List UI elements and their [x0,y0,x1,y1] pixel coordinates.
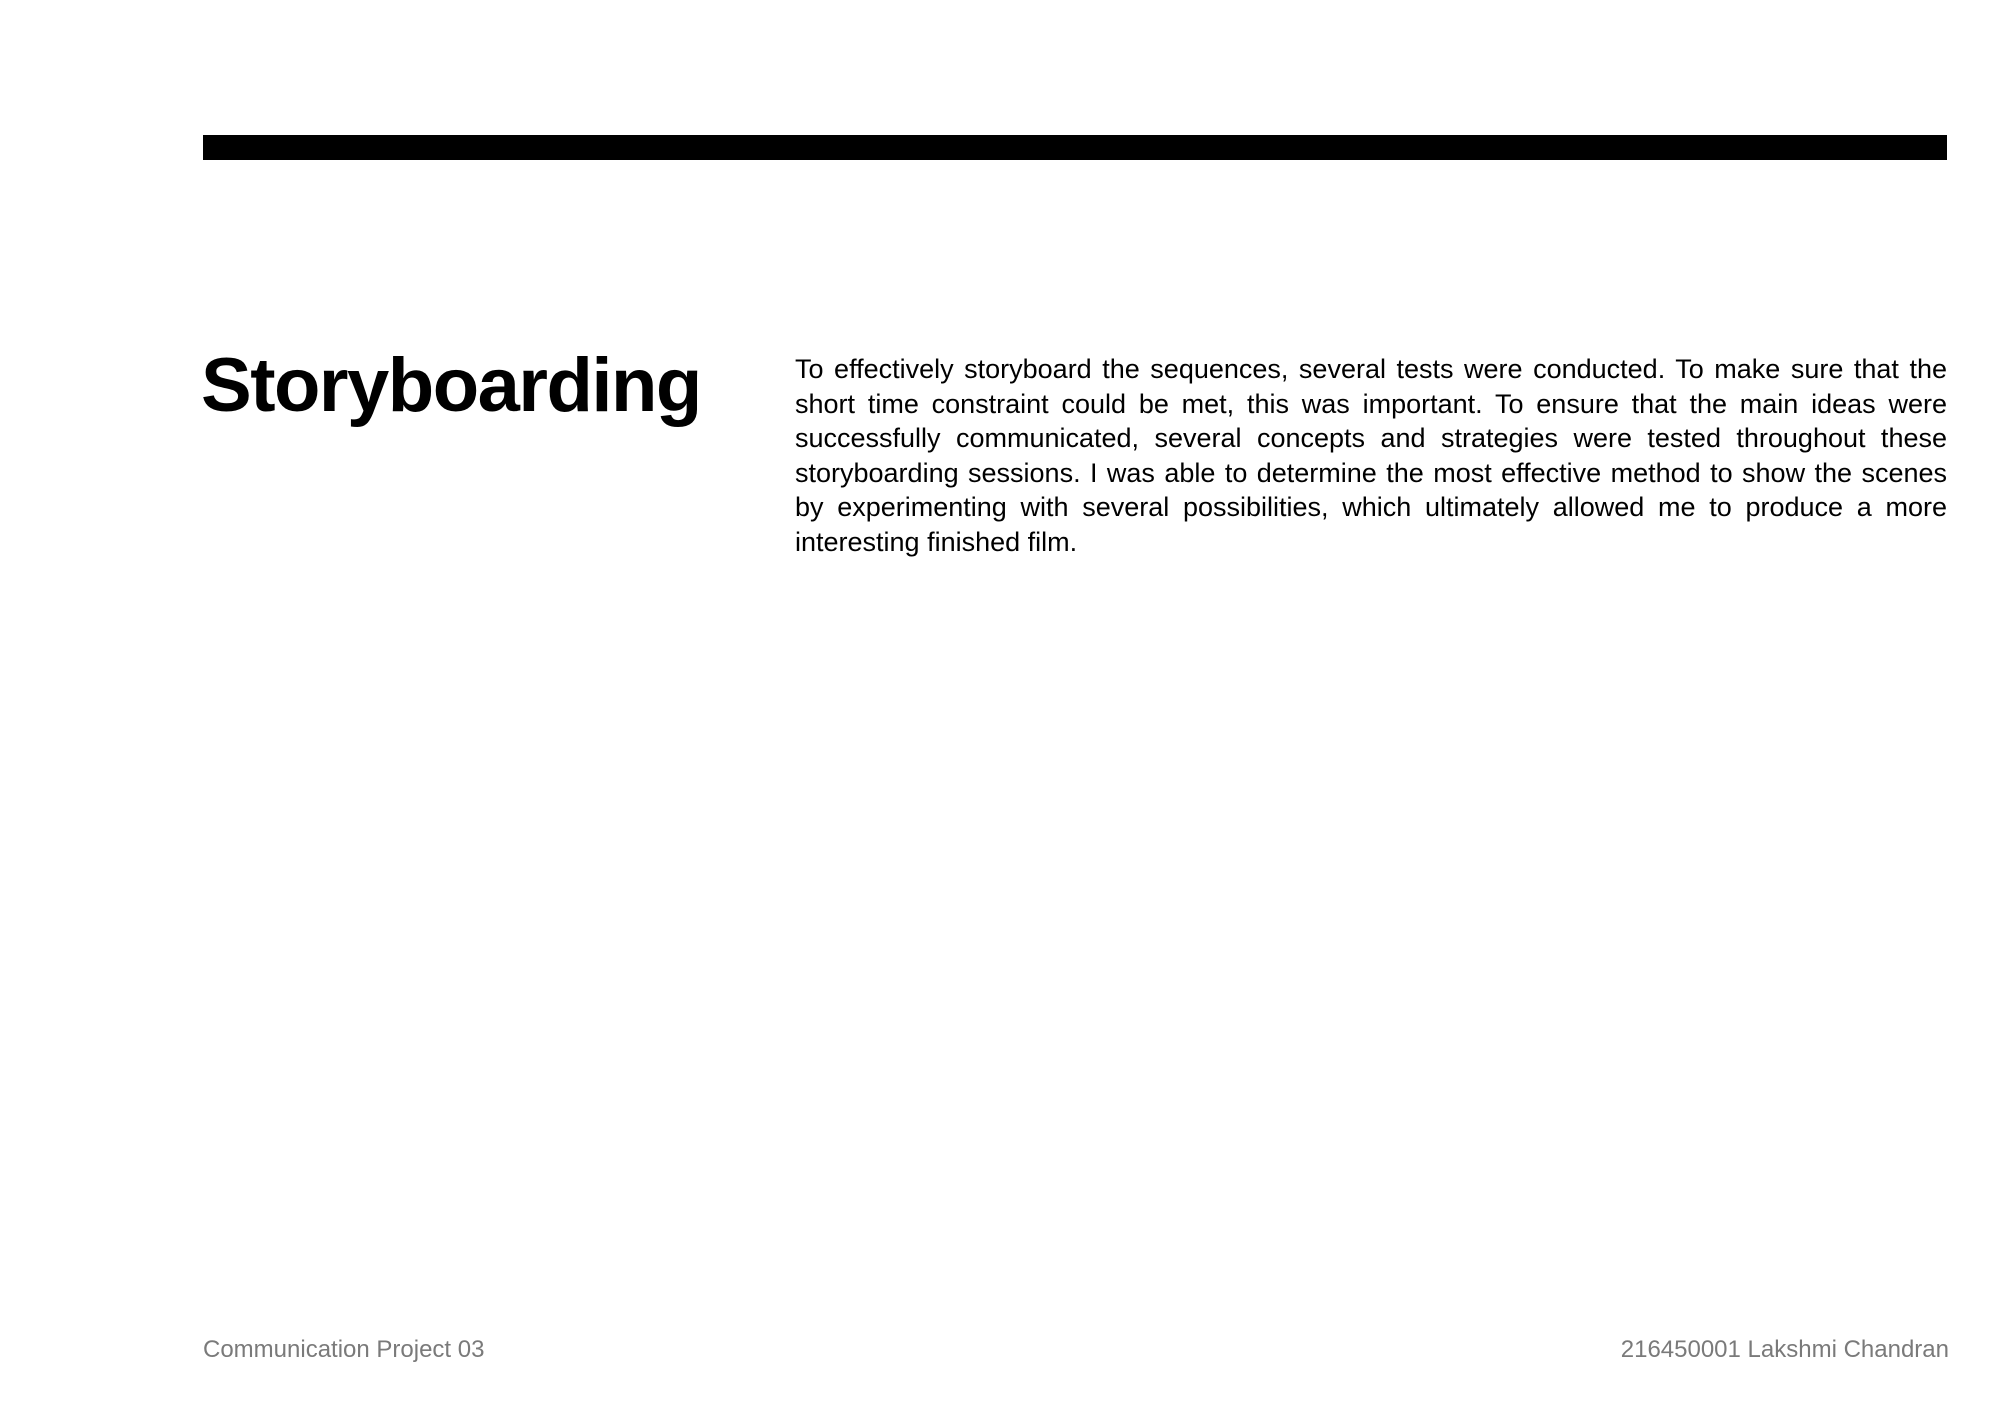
footer-author-label: 216450001 Lakshmi Chandran [1620,1336,1949,1363]
header-rule-bar [203,135,1947,160]
body-paragraph: To effectively storyboard the sequences, several tests were conducted. To make sure that the short time constraint could be met, this was important. To ensure that the main ideas were successfully communicated, several concepts and strategies were tested throughout these storyboarding sessions. I was able to determine the most effective method to show the scenes by experimenting with several possibilities, which ultimately allowed me to produce a more interesting finished film. [795,354,1947,557]
footer-project-label: Communication Project 03 [203,1336,485,1363]
page-title: Storyboarding [201,343,701,428]
